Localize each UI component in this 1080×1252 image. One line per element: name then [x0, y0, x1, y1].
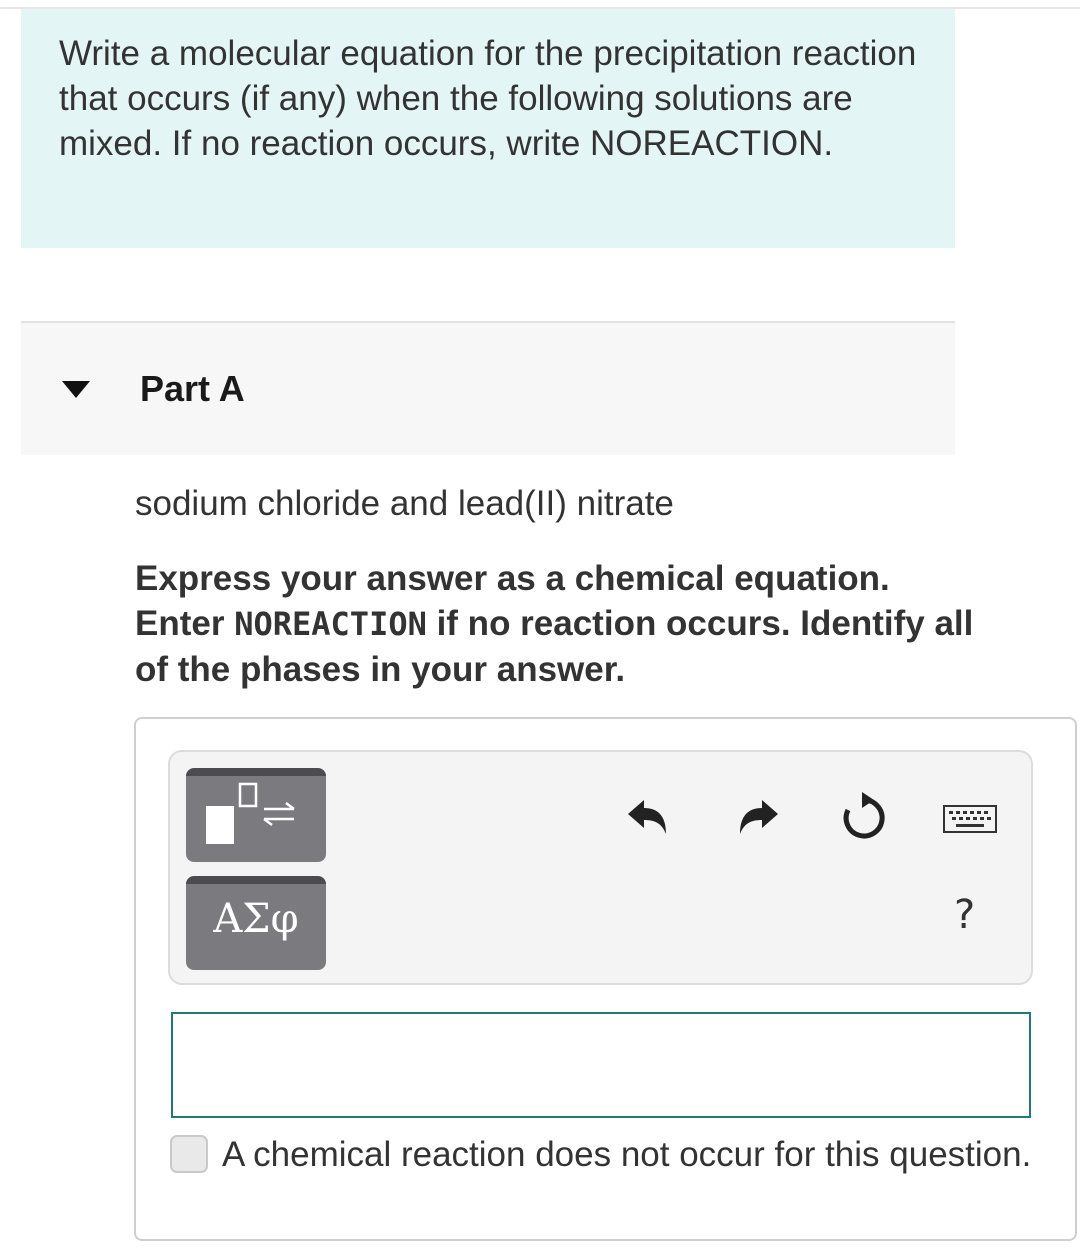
answer-box	[134, 717, 1077, 1241]
greek-symbols-icon: ΑΣφ	[213, 896, 299, 942]
help-button[interactable]: ?	[954, 892, 976, 938]
redo-icon	[730, 790, 786, 846]
answer-instructions	[135, 556, 975, 692]
templates-icon	[186, 776, 326, 862]
reset-icon	[836, 790, 892, 846]
instructions-part-1: Express your answer as a chemical equation. Enter	[135, 559, 890, 643]
keyboard-icon	[940, 790, 1000, 846]
equation-input[interactable]	[171, 1012, 1031, 1118]
keyboard-button[interactable]	[940, 790, 1000, 846]
greek-symbols-button[interactable]	[186, 876, 326, 970]
undo-icon	[620, 790, 676, 846]
redo-button[interactable]	[730, 790, 786, 846]
undo-button[interactable]	[620, 790, 676, 846]
noreaction-code: NOREACTION	[234, 605, 427, 643]
intro-text: Write a molecular equation for the precipitation reaction that occurs (if any) when the following solutions are mixed. If no reaction occurs, write NOREACTION.	[59, 34, 917, 163]
part-title: Part A	[140, 368, 245, 409]
part-a-header[interactable]	[21, 321, 955, 455]
equation-toolbar	[168, 750, 1033, 985]
problem-intro	[21, 9, 955, 248]
instructions-part-2: if no reaction occurs. Identify all of the phases in your answer.	[135, 604, 974, 689]
reset-button[interactable]	[836, 790, 892, 846]
templates-button[interactable]	[186, 768, 326, 862]
question-text: sodium chloride and lead(II) nitrate	[135, 484, 674, 523]
no-reaction-label[interactable]: A chemical reaction does not occur for this question.	[222, 1135, 1032, 1174]
collapse-caret-icon[interactable]	[62, 381, 90, 398]
